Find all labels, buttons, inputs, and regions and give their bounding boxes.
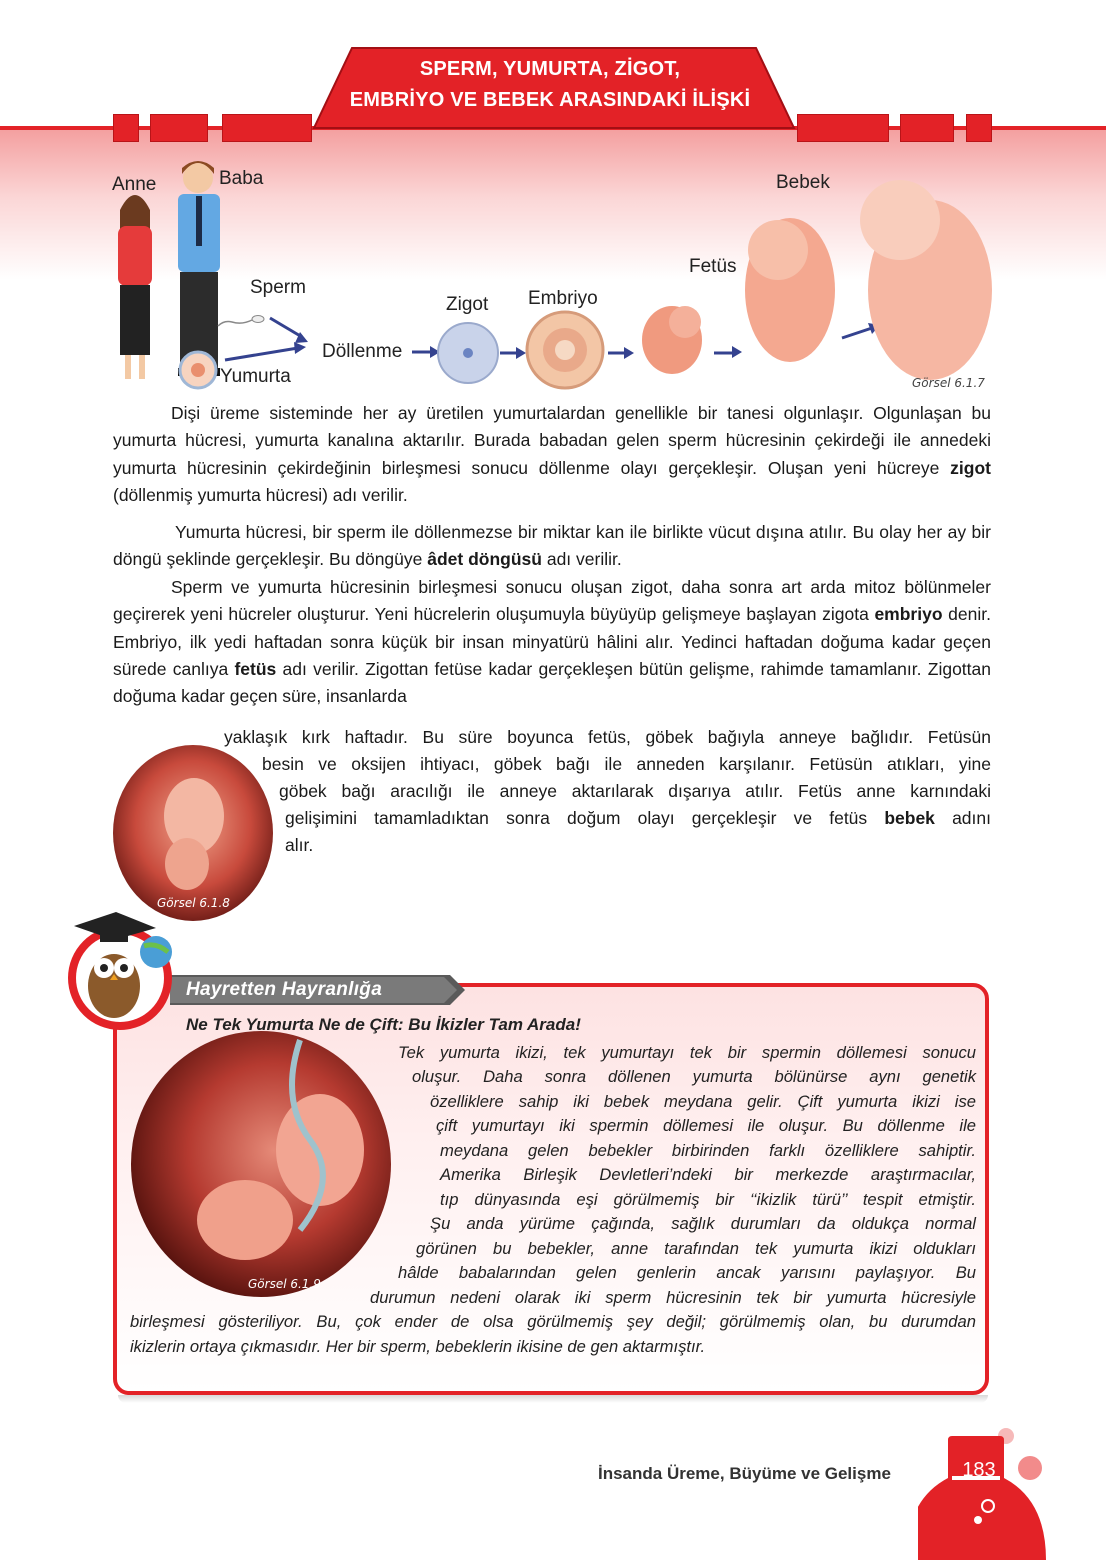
page-number: 183 xyxy=(962,1459,996,1481)
callout-line: Amerika Birleşik Devletleri’ndeki bir merkezde araştırmacılar, xyxy=(440,1165,976,1184)
callout-line: tıp dünyasında eşi görülmemiş bir ‘‘ikizlik türü’’ tespit etmiştir. xyxy=(440,1190,976,1209)
header-square xyxy=(966,114,992,142)
term-zigot: zigot xyxy=(950,457,991,478)
page-title-line2: EMBRİYO VE BEBEK ARASINDAKİ İLİŞKİ xyxy=(349,89,751,111)
paragraph-1-text: Dişi üreme sisteminde her ay üretilen yumurtalardan genellikle bir tanesi olgunlaşır. Olgunlaşan bu yumurta hücresi, yumurta kanalına aktarılır. Burada babadan gelen sperm hücresinin çekirdeği ile annedeki yumurta hücresinin çekirdeğinin birleşmesi sonucu döllenme olayı gerçekleşir. Oluşan yeni hücreye xyxy=(113,403,991,478)
mother-figure xyxy=(118,195,152,379)
page-title xyxy=(340,54,760,116)
label-yumurta: Yumurta xyxy=(220,366,291,387)
header-square xyxy=(900,114,954,142)
label-anne: Anne xyxy=(112,174,157,195)
label-fetus: Fetüs xyxy=(689,256,737,277)
sperm-cell xyxy=(218,316,264,327)
chapter-title: İnsanda Üreme, Büyüme ve Gelişme xyxy=(598,1464,891,1483)
baby-image xyxy=(860,180,992,380)
label-sperm: Sperm xyxy=(250,277,306,298)
label-zigot: Zigot xyxy=(446,294,489,315)
callout-line: görünen bu bebekler, anne tarafından tek yumurta ikizi oldukları xyxy=(416,1239,976,1258)
fetus-image xyxy=(745,218,835,362)
callout-line: meydana gelen bebekler birbirinden farklı özelliklere sahiptir. xyxy=(440,1141,976,1160)
callout-shadow xyxy=(118,1395,988,1403)
callout-line: birleşmesi gösteriliyor. Bu, çok ender de olsa görülmemiş şey değil; görülmemiş olan, bu durumdan xyxy=(130,1312,976,1331)
callout-line: çift yumurtayı iki spermin döllemesi ile oluşur. Bu döllenme ile xyxy=(436,1116,976,1135)
owl-mascot-icon xyxy=(56,906,186,1036)
paragraph-3-line: yaklaşık kırk haftadır. Bu süre boyunca fetüs, göbek bağıyla anneye bağlıdır. Fetüsün xyxy=(224,727,991,747)
paragraph-2-text: Yumurta hücresi, bir sperm ile döllenmezse bir miktar kan ile birlikte vücut dışına atılır. Bu olay her ay bir döngü şeklinde gerçekleşir. Bu döngüye xyxy=(113,522,991,570)
paragraph-3-line-text: gelişimini tamamladıktan sonra doğum olayı gerçekleşir ve fetüs xyxy=(285,808,885,828)
twins-image-caption: Görsel 6.1.9 xyxy=(248,1277,321,1291)
figure-caption: Görsel 6.1.7 xyxy=(912,376,985,390)
callout-line: Şu anda yürüme çağında, sağlık durumları da oldukça normal xyxy=(430,1214,976,1233)
paragraph-3-line xyxy=(285,805,991,832)
callout-line: ikizlerin ortaya çıkmasıdır. Her bir sperm, bebeklerin ikisine de gen aktarmıştır. xyxy=(130,1337,706,1356)
callout-line: özelliklere sahip iki bebek meydana gelir. Çift yumurta ikizi ise xyxy=(430,1092,976,1111)
label-embriyo: Embriyo xyxy=(528,288,598,309)
paragraph-3 xyxy=(113,574,991,710)
paragraph-3-line: göbek bağı aracılığı ile anneye aktarılarak dışarıya atılır. Fetüs anne karnındaki xyxy=(279,781,991,801)
paragraph-3-text-mid: denir. Embriyo, ilk yedi haftadan sonra küçük bir insan minyatürü hâlini alır. Yedinci haftadan doğuma kadar geçen sürede canlıya xyxy=(113,604,991,679)
father-figure xyxy=(178,161,220,376)
paragraph-2-text-end: adı verilir. xyxy=(541,549,622,570)
term-adet-dongusu: âdet döngüsü xyxy=(427,549,542,570)
header-square xyxy=(797,114,889,142)
page-title-line1: SPERM, YUMURTA, ZİGOT, xyxy=(419,58,681,80)
header-square xyxy=(150,114,208,142)
callout-banner-text: Hayretten Hayranlığa xyxy=(186,979,383,1000)
paragraph-3-line: alır. xyxy=(285,835,314,855)
header-square xyxy=(113,114,139,142)
term-fetus: fetüs xyxy=(234,658,277,679)
egg-cell xyxy=(180,352,216,388)
paragraph-3-line-text-end: adını xyxy=(934,808,991,828)
callout-title: Ne Tek Yumurta Ne de Çift: Bu İkizler Tam Arada! xyxy=(186,1015,581,1034)
term-bebek: bebek xyxy=(884,808,935,828)
callout-line: durumun nedeni olarak iki sperm hücresinin tek bir yumurta hücresiyle xyxy=(370,1288,976,1307)
paragraph-3-line: besin ve oksijen ihtiyacı, göbek bağı ile anneden karşılanır. Fetüsün atıkları, yine xyxy=(262,754,991,774)
label-dollenme: Döllenme xyxy=(322,341,403,362)
paragraph-1 xyxy=(113,400,991,509)
header-square xyxy=(222,114,312,142)
callout-line: oluşur. Daha sonra döllenen yumurta bölünürse aynı genetik xyxy=(412,1067,976,1086)
callout-line: hâlde babalarından gelen genlerin ancak yarısını paylaşıyor. Bu xyxy=(398,1263,976,1282)
paragraph-3-text-end: adı verilir. Zigottan fetüse kadar gerçekleşen bütün gelişme, rahimde tamamlanır. Zigottan doğuma kadar geçen süre, insanlarda xyxy=(113,658,991,707)
early-fetus-image xyxy=(642,306,702,374)
womb-image-caption: Görsel 6.1.8 xyxy=(157,896,230,910)
zygote-image xyxy=(438,323,498,383)
twins-womb-image xyxy=(130,1030,392,1298)
label-baba: Baba xyxy=(219,168,264,189)
paragraph-1-text-end: (döllenmiş yumurta hücresi) adı verilir. xyxy=(113,484,408,505)
paragraph-3-text: Sperm ve yumurta hücresinin birleşmesi sonucu oluşan zigot, daha sonra art arda mitoz bölünmeler geçirerek yeni hücreler oluşturur. Yeni hücrelerin oluşumuyla büyüyüp gelişmeye başlayan zigota xyxy=(113,577,991,625)
paragraph-2 xyxy=(113,519,991,574)
callout-line: Tek yumurta ikizi, tek yumurtayı tek bir spermin döllemesi sonucu xyxy=(398,1043,976,1062)
embryo-image xyxy=(527,312,603,388)
term-embriyo: embriyo xyxy=(874,604,943,625)
label-bebek: Bebek xyxy=(776,172,830,193)
flask-decoration xyxy=(918,1420,1068,1560)
